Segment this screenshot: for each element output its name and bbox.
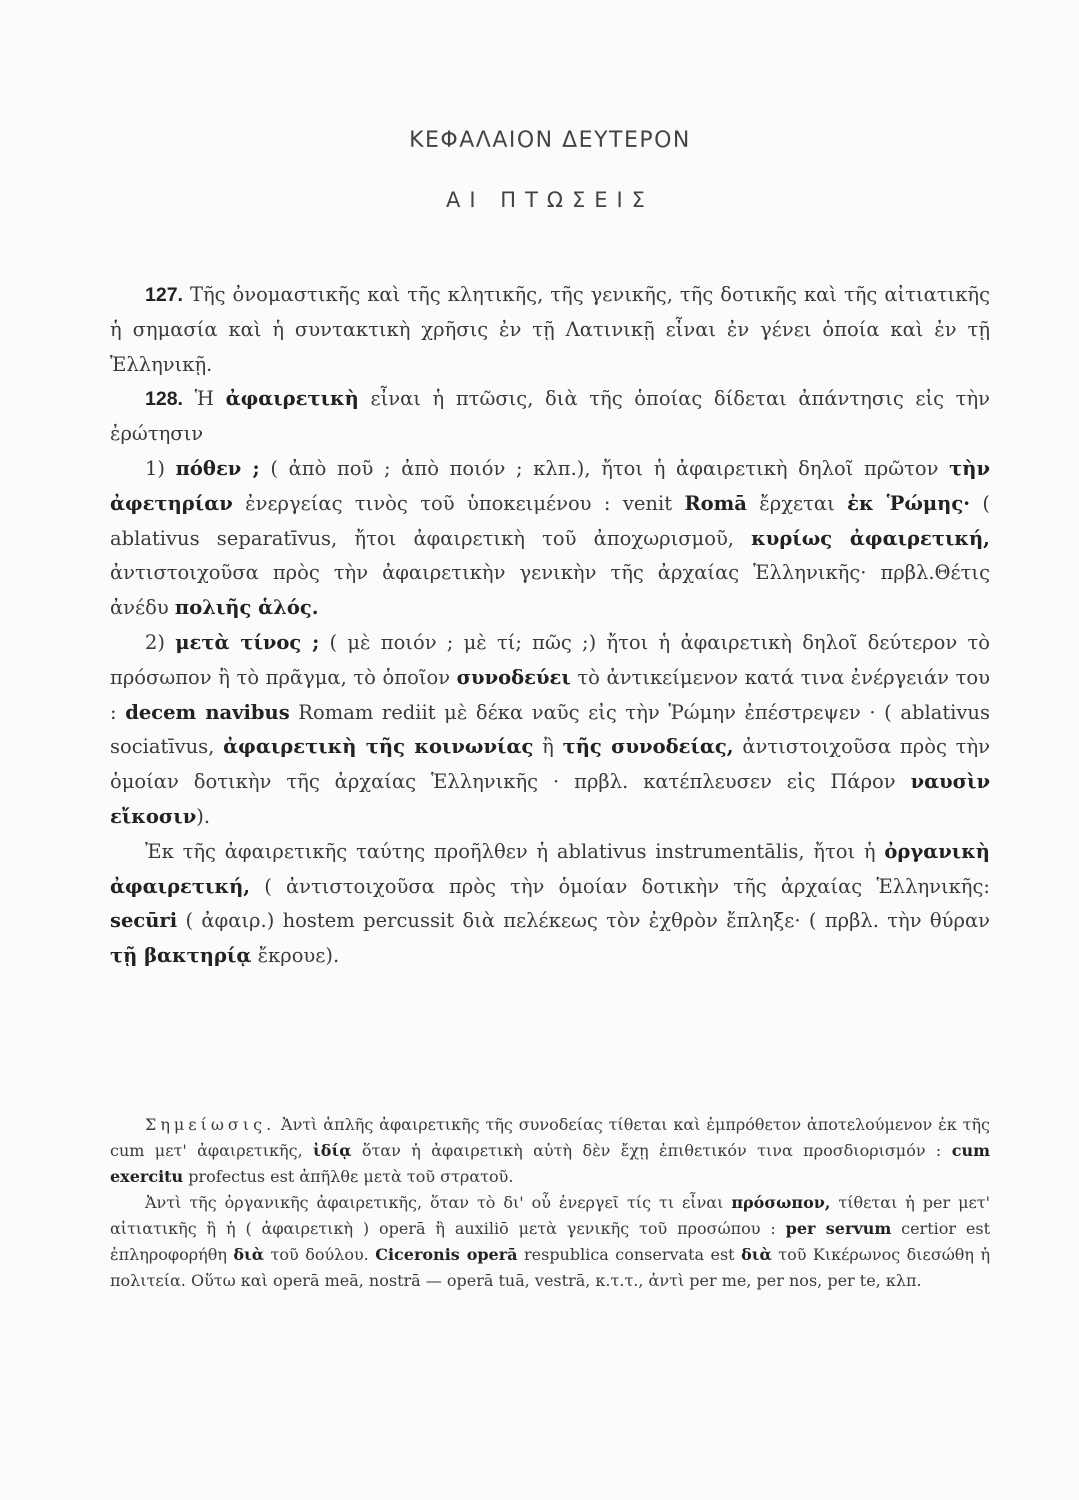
note-2: Ἀντὶ τῆς ὀργανικῆς ἀφαιρετικῆς, ὅταν τὸ δι' οὗ ἐνεργεῖ τίς τι εἶναι πρόσωπον, τίθεται ἡ per μετ' αἰτιατικῆς ἢ ἡ ( ἀφαιρετικὴ ) operā ἢ auxiliō μετὰ γενικῆς τοῦ προσώπου : per servum certior est ἐπληροφορήθη διὰ τοῦ δούλου. Ciceronis operā respublica conservata est διὰ τοῦ Κικέρωνος διεσώθη ἡ πολιτεία. Οὕτω καὶ operā meā, nostrā — operā tuā, vestrā, κ.τ.τ., ἀντὶ per me, per nos, per te, κλπ. <box>110 1193 991 1290</box>
chapter-title: ΚΕΦΑΛΑΙΟΝ ΔΕΥΤΕΡΟΝ <box>409 128 691 153</box>
section-title: ΑΙ ΠΤΩΣΕΙΣ <box>446 188 654 212</box>
paragraph-number: 128. <box>145 388 183 411</box>
paragraph-instrumental: Ἐκ τῆς ἀφαιρετικῆς ταύτης προῆλθεν ἡ ablativus instrumentālis, ἤτοι ἡ ὀργανικὴ ἀφαιρετική, ( ἀντιστοιχοῦσα πρὸς τὴν ὁμοίαν δοτικὴν τῆς ἀρχαίας Ἑλληνικῆς: secūri ( ἀφαιρ.) hostem percussit διὰ πελέκεως τὸν ἐχθρὸν ἔπληξε· ( πρβλ. τὴν θύραν τῇ βακτηρίᾳ ἔκρουε). <box>110 839 990 968</box>
note-label: Σημείωσις. <box>145 1115 276 1134</box>
note-1: Σημείωσις. Ἀντὶ ἁπλῆς ἀφαιρετικῆς τῆς συνοδείας τίθεται καὶ ἐμπρόθετον ἀποτελούμενον ἐκ τῆς cum μετ' ἀφαιρετικῆς, ἰδίᾳ ὅταν ἡ ἀφαιρετικὴ αὐτὴ δὲν ἔχῃ ἐπιθετικόν τινα προσδιορισμόν : cum exercitu profectus est ἀπῆλθε μετὰ τοῦ στρατοῦ. <box>110 1115 991 1186</box>
list-item-2: 2) μετὰ τίνος ; ( μὲ ποιόν ; μὲ τί; πῶς ;) ἤτοι ἡ ἀφαιρετικὴ δηλοῖ δεύτερον τὸ πρόσωπον ἢ τὸ πρᾶγμα, τὸ ὁποῖον συνοδεύει τὸ ἀντικείμενον κατά τινα ἐνέργειάν του : decem navibus Romam rediit μὲ δέκα ναῦς εἰς τὴν Ῥώμην ἐπέστρεψεν · ( ablativus sociatīvus, ἀφαιρετικὴ τῆς κοινωνίας ἢ τῆς συνοδείας, ἀντιστοιχοῦσα πρὸς τὴν ὁμοίαν δοτικὴν τῆς ἀρχαίας Ἑλληνικῆς · πρβλ. κατέπλευσεν εἰς Πάρον ναυσὶν εἴκοσιν). <box>110 630 991 828</box>
paragraph-127: 127. Τῆς ὀνομαστικῆς καὶ τῆς κλητικῆς, τῆς γενικῆς, τῆς δοτικῆς καὶ τῆς αἰτιατικῆς ἡ σημασία καὶ ἡ συντακτικὴ χρῆσις ἐν τῇ Λατινικῇ εἶναι ἐν γένει ὁποία καὶ ἐν τῇ Ἑλληνικῇ. <box>110 283 990 376</box>
paragraph-number: 127. <box>145 284 183 306</box>
footnotes <box>110 1112 990 1294</box>
list-item-1: 1) πόθεν ; ( ἀπὸ ποῦ ; ἀπὸ ποιόν ; κλπ.), ἤτοι ἡ ἀφαιρετικὴ δηλοῖ πρῶτον τὴν ἀφετηρίαν ἐνεργείας τινὸς τοῦ ὑποκειμένου : venit Romā ἔρχεται ἐκ Ῥώμης· ( ablativus separatīvus, ἤτοι ἀφαιρετικὴ τοῦ ἀποχωρισμοῦ, κυρίως ἀφαιρετική, ἀντιστοιχοῦσα πρὸς τὴν ἀφαιρετικὴν γενικὴν τῆς ἀρχαίας Ἑλληνικῆς· πρβλ.Θέτις ἀνέδυ πολιῆς ἁλός. <box>110 456 991 620</box>
main-text <box>110 278 990 974</box>
paragraph-128: 128. Ἡ ἀφαιρετικὴ εἶναι ἡ πτῶσις, διὰ τῆς ὁποίας δίδεται ἀπάντησις εἰς τὴν ἐρώτησιν <box>110 387 991 446</box>
